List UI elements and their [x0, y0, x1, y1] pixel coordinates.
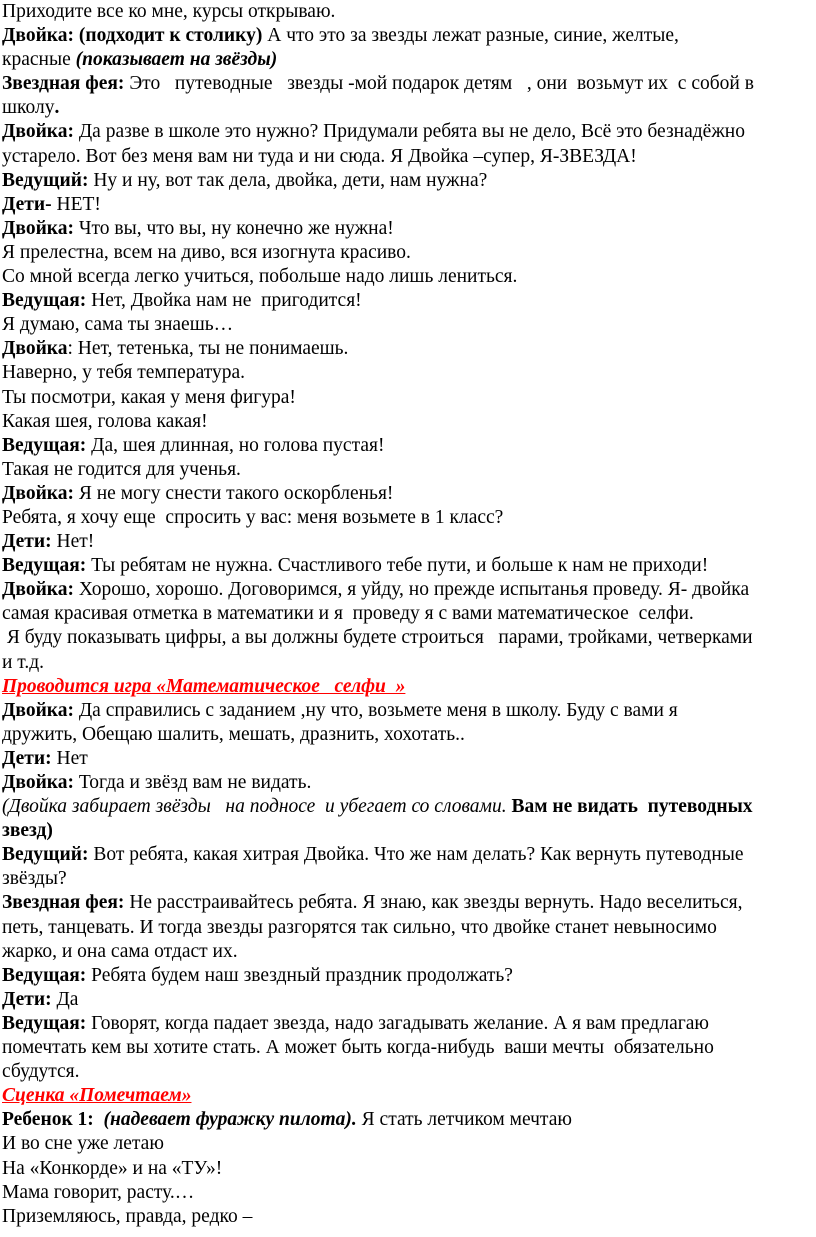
text-span: помечтать кем вы хотите стать. А может быть когда-нибудь ваши мечты обязательно [2, 1037, 714, 1059]
speaker-label: Ведущая: [2, 555, 87, 577]
text-line [2, 554, 814, 578]
text-span: Я думаю, сама ты знаешь… [2, 314, 234, 336]
text-line [2, 458, 814, 482]
text-line [2, 916, 814, 940]
text-span: сбудутся. [2, 1061, 80, 1083]
text-span: Приходите все ко мне, курсы открываю. [2, 1, 336, 22]
text-span: Не расстраивайтесь ребята. Я знаю, как звезды вернуть. Надо веселиться, [124, 892, 743, 914]
speaker-label: Ведущая: [2, 964, 87, 986]
text-span: Наверно, у тебя температура. [2, 362, 246, 384]
text-line [2, 96, 814, 120]
text-span: Я буду показывать цифры, а вы должны будете строиться парами, тройками, четверками [2, 627, 753, 649]
text-span: петь, танцевать. И тогда звезды разгорятся так сильно, что двойке станет невыносимо [2, 916, 717, 938]
text-span: дружить, Обещаю шалить, мешать, дразнить, хохотать.. [2, 723, 465, 745]
text-span: Ребята будем наш звездный праздник продолжать? [86, 964, 513, 986]
speaker-label: Двойка: [2, 121, 74, 143]
text-line [2, 289, 814, 313]
section-heading: Проводится игра «Математическое селфи » [2, 675, 406, 697]
text-line [2, 1157, 814, 1181]
text-line [2, 651, 814, 675]
text-span: Ты посмотри, какая у меня фигура! [2, 386, 296, 408]
text-span: Нет! [51, 531, 95, 553]
text-span: Хорошо, хорошо. Договоримся, я уйду, но прежде испытанья проведу. Я- двойка [73, 579, 750, 601]
text-span: Ребята, я хочу еще спросить у вас: меня возьмете в 1 класс? [2, 506, 504, 528]
text-span: (показывает на звёзды) [75, 49, 278, 71]
text-span: Что вы, что вы, ну конечно же нужна! [73, 217, 394, 239]
speaker-label: Двойка: [2, 699, 74, 721]
text-line [2, 386, 814, 410]
speaker-label: Двойка: [2, 772, 74, 793]
text-line [2, 1108, 814, 1132]
text-line [2, 265, 814, 289]
text-span: Это путеводные звезды -мой подарок детям , они возьмут их с собой в [124, 73, 754, 95]
text-span: (Двойка забирает звёзды на подносе и убегает со словами. [2, 796, 507, 818]
text-span: Я не могу снести такого оскорбленья! [73, 482, 394, 504]
text-line [2, 0, 814, 24]
text-span: школу [2, 97, 55, 119]
text-span: Мама говорит, расту.… [2, 1181, 195, 1203]
text-span: Вот ребята, какая хитрая Двойка. Что же нам делать? Как вернуть путеводные [88, 844, 744, 866]
speaker-label: Двойка: [2, 482, 74, 504]
speaker-label: Вам не видать путеводных [506, 796, 753, 818]
text-line [2, 940, 814, 964]
text-line [2, 1036, 814, 1060]
speaker-label: Ведущая: [2, 290, 87, 312]
text-span: устарело. Вот без меня вам ни туда и ни сюда. Я Двойка –супер, Я-ЗВЕЗДА! [2, 145, 637, 167]
text-span: На «Конкорде» и на «ТУ»! [2, 1157, 223, 1179]
speaker-label: Ведущий: [2, 844, 89, 866]
text-span: Говорят, когда падает звезда, надо загадывать желание. А я вам предлагаю [86, 1012, 709, 1034]
speaker-label: Звездная фея: [2, 892, 125, 914]
text-span: НЕТ! [51, 193, 101, 215]
speaker-label: Ведущий: [2, 169, 89, 191]
speaker-label: Двойка [2, 338, 68, 360]
text-line [2, 819, 814, 843]
text-line [2, 482, 814, 506]
text-span: Приземляюсь, правда, редко – [2, 1205, 253, 1227]
text-line [2, 313, 814, 337]
text-line [2, 24, 814, 48]
section-heading: Сценка «Помечтаем» [2, 1085, 192, 1107]
text-span: Я прелестна, всем на диво, вся изогнута красиво. [2, 241, 411, 263]
text-line [2, 1132, 814, 1156]
text-span: Да справились с заданием ,ну что, возьмете меня в школу. Буду с вами я [73, 699, 678, 721]
text-span: Ты ребятам не нужна. Счастливого тебе пути, и больше к нам не приходи! [86, 555, 709, 577]
text-line [2, 1084, 814, 1108]
text-line [2, 675, 814, 699]
text-span: Со мной всегда легко учиться, побольше надо лишь лениться. [2, 266, 518, 288]
speaker-label: Ребенок 1: [2, 1109, 94, 1131]
text-line [2, 771, 814, 795]
text-line [2, 1060, 814, 1084]
text-span: жарко, и она сама отдаст их. [2, 940, 238, 962]
speaker-label: Дети: [2, 747, 52, 769]
speaker-label: Двойка: [2, 217, 74, 239]
text-line [2, 626, 814, 650]
text-line [2, 506, 814, 530]
text-line [2, 169, 814, 193]
speaker-label: . [54, 97, 60, 119]
text-line [2, 723, 814, 747]
speaker-label: Ведущая: [2, 434, 87, 456]
speaker-label: звезд) [2, 820, 53, 842]
text-span: (надевает фуражку пилота). [103, 1109, 357, 1131]
text-line [2, 1181, 814, 1205]
text-line [2, 1012, 814, 1036]
text-span: самая красивая отметка в математики и я проведу я с вами математическое селфи. [2, 603, 694, 625]
text-line [2, 120, 814, 144]
text-span: Такая не годится для ученья. [2, 458, 241, 480]
speaker-label: Ведущая: [2, 1012, 87, 1034]
speaker-label: Двойка: (подходит к столику) [2, 25, 263, 47]
text-line [2, 217, 814, 241]
text-span [94, 1109, 104, 1130]
text-span: Тогда и звёзд вам не видать. [73, 772, 312, 793]
text-line [2, 241, 814, 265]
text-span: И во сне уже летаю [2, 1133, 164, 1155]
text-line [2, 361, 814, 385]
text-span: Да, шея длинная, но голова пустая! [86, 434, 385, 456]
text-span: Нет, Двойка нам не пригодится! [86, 290, 362, 312]
speaker-label: Дети- [2, 193, 52, 215]
text-span: : Нет, тетенька, ты не понимаешь. [67, 338, 349, 360]
text-line [2, 602, 814, 626]
text-line [2, 1205, 814, 1229]
text-span: Да разве в школе это нужно? Придумали ребята вы не дело, Всё это безнадёжно [73, 121, 745, 143]
speaker-label: Дети: [2, 531, 52, 553]
text-span: звёзды? [2, 868, 67, 890]
text-line [2, 867, 814, 891]
text-line [2, 337, 814, 361]
text-line [2, 72, 814, 96]
text-span: Я стать летчиком мечтаю [356, 1109, 572, 1131]
text-span: Ну и ну, вот так дела, двойка, дети, нам нужна? [88, 169, 488, 191]
text-span: А что это за звезды лежат разные, синие, желтые, [262, 25, 679, 47]
text-span: красные [2, 49, 76, 71]
text-line [2, 530, 814, 554]
text-line [2, 843, 814, 867]
speaker-label: Двойка: [2, 579, 74, 601]
text-line [2, 193, 814, 217]
text-span: Какая шея, голова какая! [2, 410, 208, 432]
text-span: Да [51, 988, 79, 1010]
text-line [2, 578, 814, 602]
speaker-label: Звездная фея: [2, 73, 125, 95]
text-span: Нет [51, 747, 88, 769]
text-line [2, 964, 814, 988]
text-line [2, 145, 814, 169]
text-line [2, 988, 814, 1012]
text-line [2, 410, 814, 434]
text-line [2, 891, 814, 915]
text-line [2, 795, 814, 819]
text-line [2, 48, 814, 72]
text-line [2, 699, 814, 723]
text-line [2, 747, 814, 771]
text-line [2, 434, 814, 458]
speaker-label: Дети: [2, 988, 52, 1010]
text-span: и т.д. [2, 651, 45, 673]
